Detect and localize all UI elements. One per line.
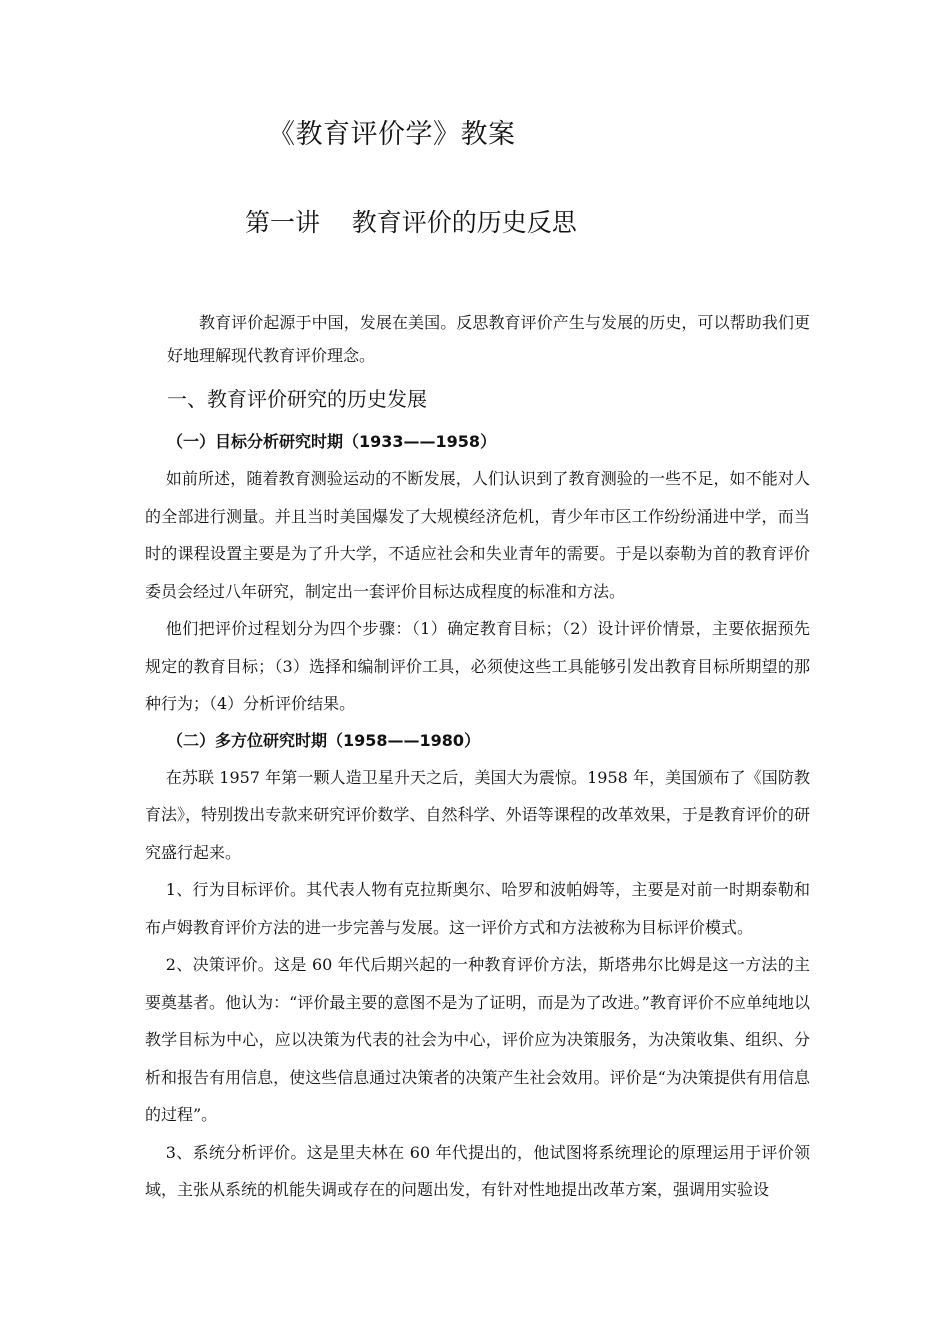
lecture-title: 第一讲 教育评价的历史反思 (245, 208, 577, 237)
document-title: 《教育评价学》教案 (268, 119, 516, 150)
paragraph-decision-evaluation: 2、决策评价。这是 60 年代后期兴起的一种教育评价方法，斯塔弗尔比姆是这一方法的主要奠基者。他认为：“评价最主要的意图不是为了证明，而是为了改进。”教育评价不应单纯地以教学目标为中心，应以决策为代表的社会为中心，评价应为决策服务，为决策收集、组织、分析和报告有用信息，使这些信息通过决策者的决策产生社会效用。评价是“为决策提供有用信息的过程”。 (145, 955, 810, 1124)
paragraph-target-analysis: 如前所述，随着教育测验运动的不断发展，人们认识到了教育测验的一些不足，如不能对人的全部进行测量。并且当时美国爆发了大规模经济危机，青少年市区工作纷纷涌进中学，而当时的课程设置主要是为了升大学，不适应社会和失业青年的需要。于是以泰勒为首的教育评价委员会经过八年研究，制定出一套评价目标达成程度的标准和方法。 (145, 469, 810, 601)
paragraph-behavior-objective: 1、行为目标评价。其代表人物有克拉斯奥尔、哈罗和波帕姆等，主要是对前一时期泰勒和布卢姆教育评价方法的进一步完善与发展。这一评价方式和方法被称为目标评价模式。 (145, 880, 810, 937)
paragraph-four-steps: 他们把评价过程划分为四个步骤：（1）确定教育目标；（2）设计评价情景，主要依据预先规定的教育目标；（3）选择和编制评价工具，必须使这些工具能够引发出教育目标所期望的那种行为；（4）分析评价结果。 (145, 619, 810, 713)
section-heading-1: 一、教育评价研究的历史发展 (167, 387, 427, 411)
intro-paragraph: 教育评价起源于中国，发展在美国。反思教育评价产生与发展的历史，可以帮助我们更好地理解现代教育评价理念。 (167, 313, 810, 365)
subsection-heading-2: （二）多方位研究时期（1958——1980） (167, 730, 481, 750)
subsection-heading-1: （一）目标分析研究时期（1933——1958） (167, 432, 497, 451)
document-body (145, 306, 810, 1209)
paragraph-system-analysis: 3、系统分析评价。这是里夫林在 60 年代提出的，他试图将系统理论的原理运用于评价领域，主张从系统的机能失调或存在的问题出发，有针对性地提出改革方案，强调用实验设 (145, 1142, 810, 1199)
paragraph-sputnik: 在苏联 1957 年第一颗人造卫星升天之后，美国大为震惊。1958 年，美国颁布了《国防教育法》，特别拨出专款来研究评价数学、自然科学、外语等课程的改革效果，于是教育评价的研究盛行起来。 (145, 767, 810, 862)
